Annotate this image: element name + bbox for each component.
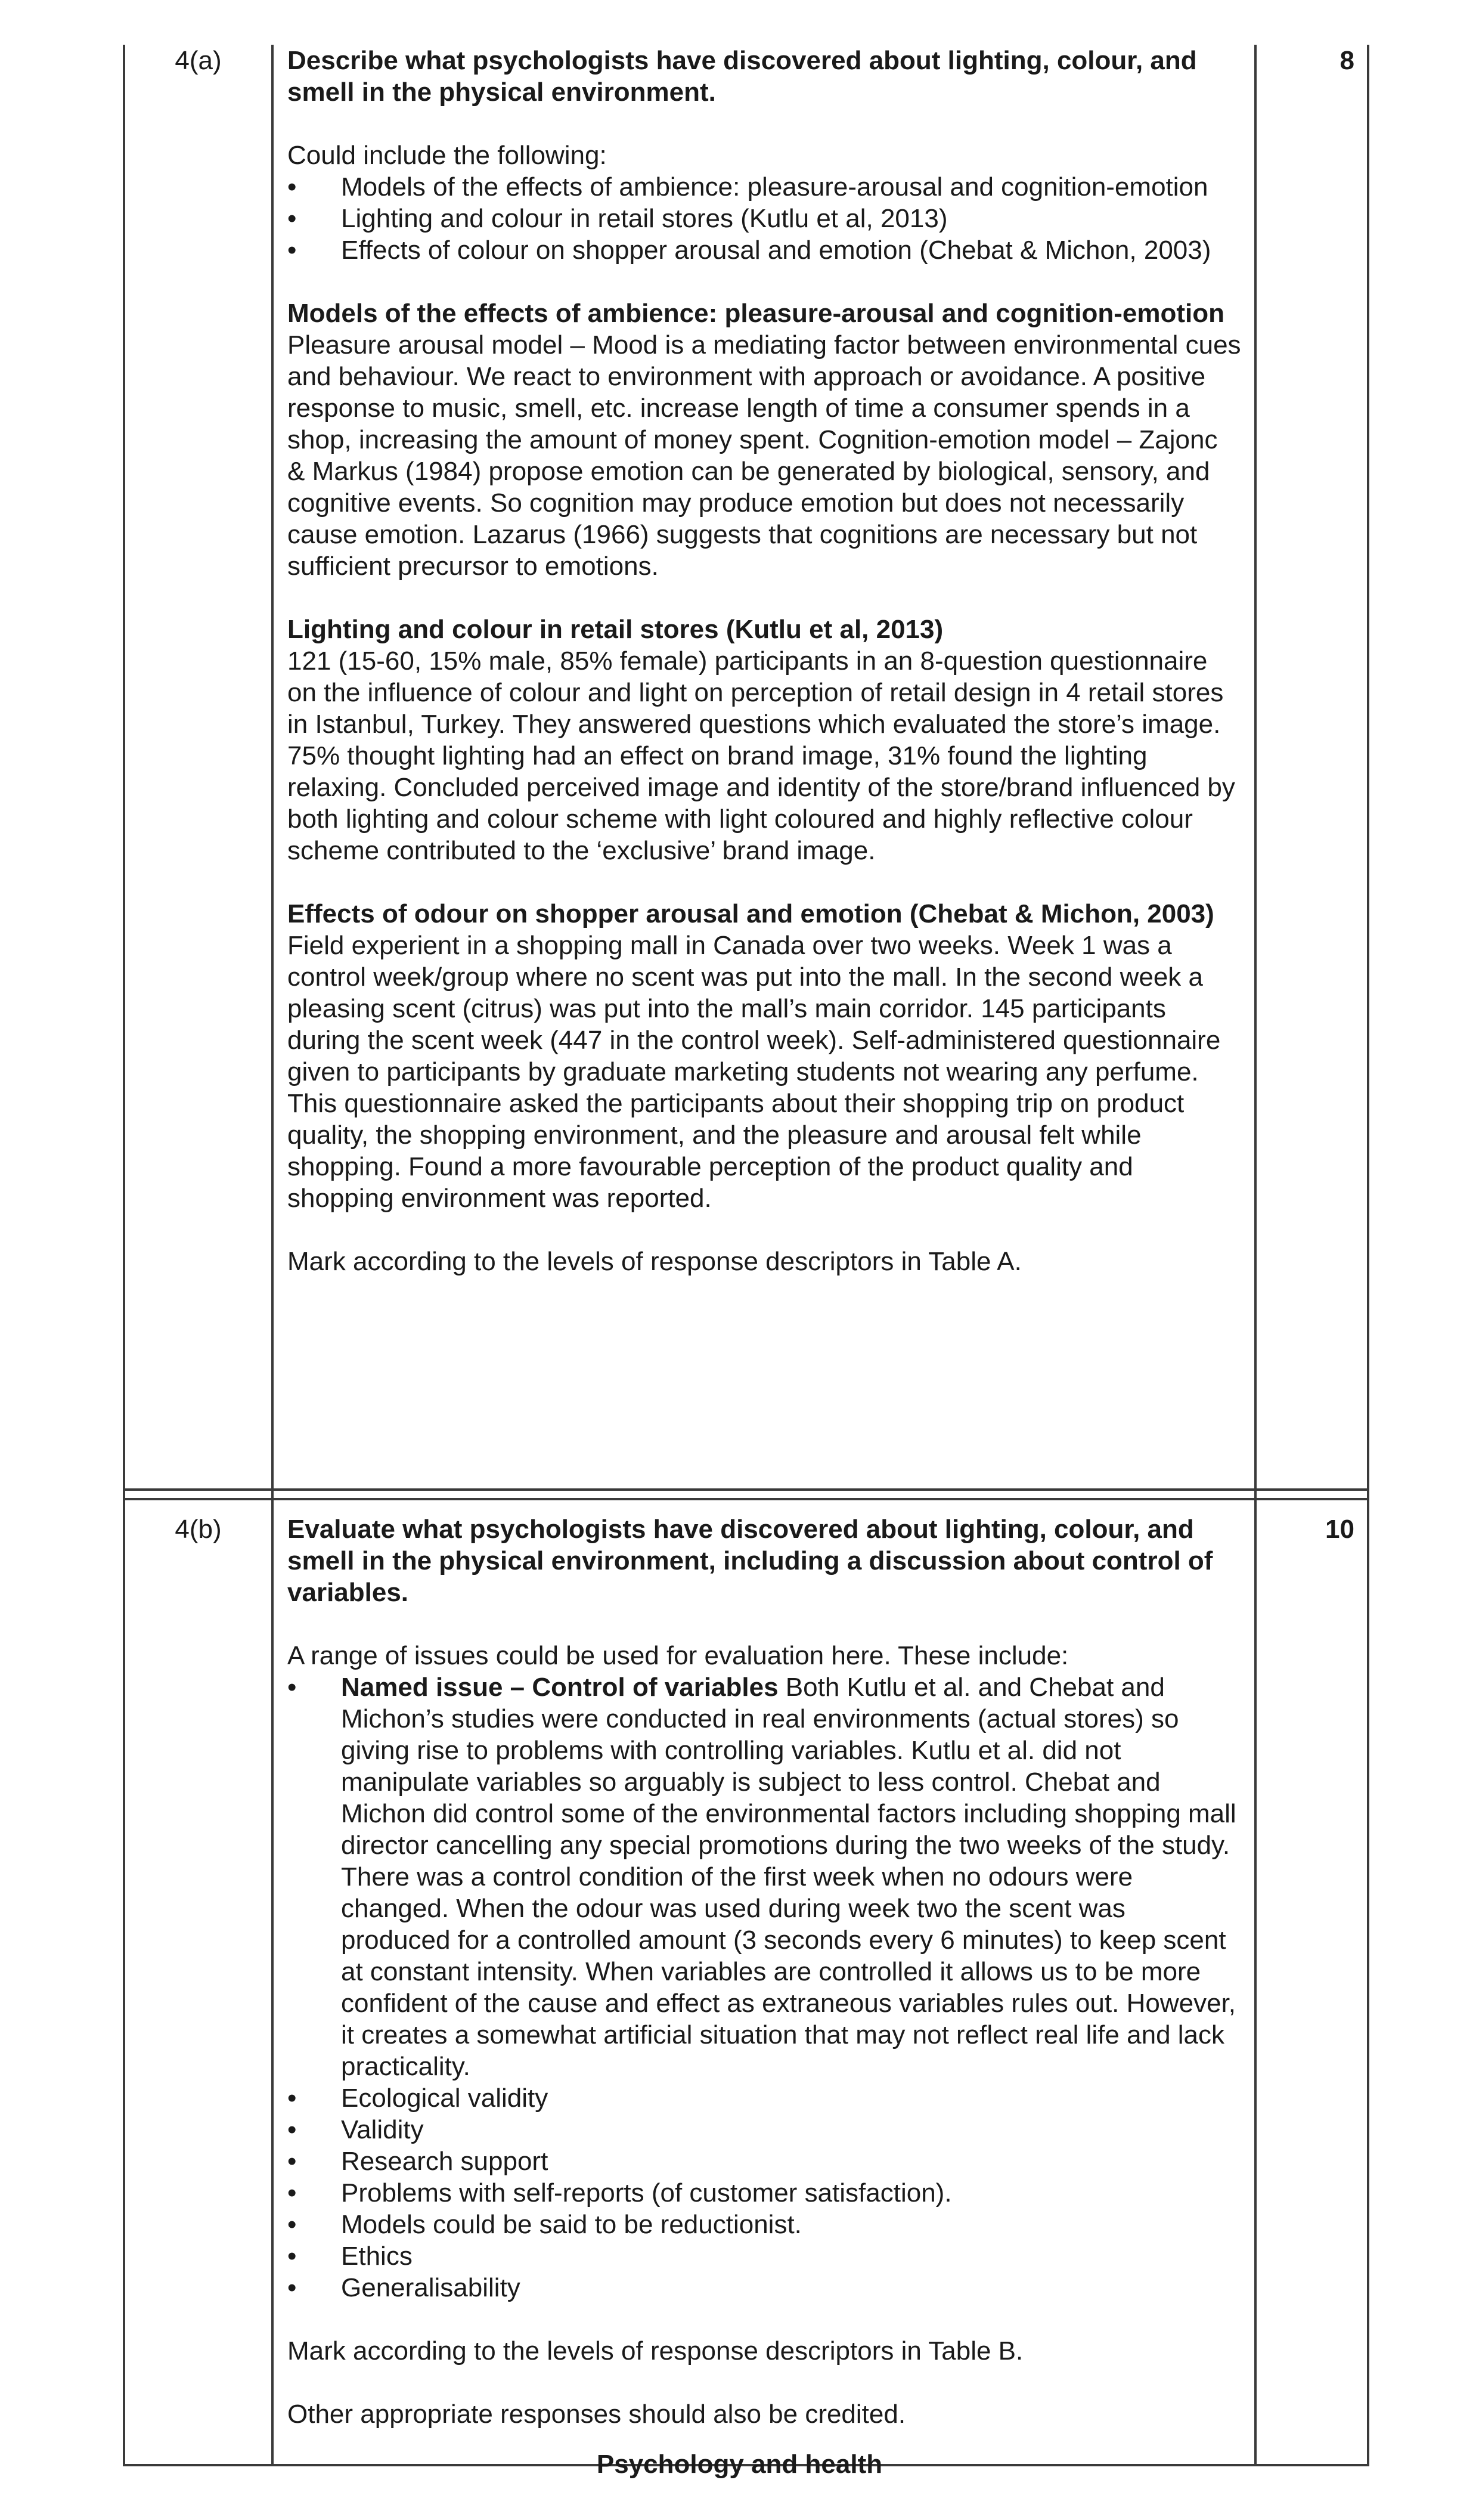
list-item-text: Lighting and colour in retail stores (Kutlu et al, 2013) bbox=[341, 204, 948, 233]
list-item bbox=[287, 2082, 1241, 2114]
bullet-icon: • bbox=[287, 2084, 297, 2113]
question-number-4a: 4(a) bbox=[175, 46, 222, 75]
list-item bbox=[287, 1671, 1241, 2082]
section-footer-title: Psychology and health bbox=[596, 2450, 883, 2479]
list-item-text: Ecological validity bbox=[341, 2084, 548, 2113]
section-heading-kutlu: Lighting and colour in retail stores (Kutlu et al, 2013) bbox=[287, 615, 944, 644]
table-column-divider-2 bbox=[1254, 45, 1257, 2466]
spacer bbox=[287, 866, 1241, 898]
spacer bbox=[287, 2367, 1241, 2398]
table-right-border bbox=[1367, 45, 1369, 2466]
table-column-divider-1 bbox=[271, 45, 274, 2466]
bullet-icon: • bbox=[287, 172, 297, 202]
question-4a-intro: Could include the following: bbox=[287, 141, 607, 170]
mark-note-table-b: Mark according to the levels of response descriptors in Table B. bbox=[287, 2336, 1024, 2366]
list-item bbox=[287, 234, 1241, 266]
section-body-kutlu: 121 (15-60, 15% male, 85% female) participants in an 8-question questionnaire on the influence of colour and light on perception of retail design in 4 retail stores in Istanbul, Turkey. They answered questions which evaluated the store’s image. 75% thought lighting had an effect on brand image, 31% found the lighting relaxing. Concluded perceived image and identity of the store/brand influenced by both lighting and colour scheme with light coloured and highly reflective colour scheme contributed to the ‘exclusive’ brand image. bbox=[287, 646, 1235, 865]
list-item bbox=[287, 2114, 1241, 2146]
question-4a-marks: 8 bbox=[1340, 46, 1354, 75]
question-4b-marks: 10 bbox=[1325, 1515, 1354, 1544]
list-item-text: Validity bbox=[341, 2115, 424, 2144]
spacer bbox=[287, 1608, 1241, 1640]
question-4b-title: Evaluate what psychologists have discovered about lighting, colour, and smell in the physical environment, including a discussion about control of variables. bbox=[287, 1515, 1213, 1607]
table-left-border bbox=[123, 45, 125, 2466]
list-item-text: Ethics bbox=[341, 2242, 413, 2271]
question-4a-bullet-list bbox=[287, 171, 1241, 266]
question-4b-bullet-list bbox=[287, 1671, 1241, 2304]
bullet-icon: • bbox=[287, 204, 297, 233]
list-item bbox=[287, 171, 1241, 203]
bullet-icon: • bbox=[287, 2242, 297, 2271]
named-issue-label: Named issue – Control of variables bbox=[341, 1673, 779, 1702]
question-4a-content bbox=[287, 45, 1241, 1277]
bullet-icon: • bbox=[287, 2147, 297, 2176]
list-item bbox=[287, 2240, 1241, 2272]
bullet-icon: • bbox=[287, 236, 297, 265]
list-item bbox=[287, 2146, 1241, 2177]
question-4b-content bbox=[287, 1513, 1241, 2430]
spacer bbox=[287, 266, 1241, 298]
list-item-text: Research support bbox=[341, 2147, 548, 2176]
list-item-text: Models could be said to be reductionist. bbox=[341, 2210, 802, 2239]
list-item bbox=[287, 2272, 1241, 2304]
list-item-text: Effects of colour on shopper arousal and emotion (Chebat & Michon, 2003) bbox=[341, 236, 1211, 265]
list-item-text: Models of the effects of ambience: pleasure-arousal and cognition-emotion bbox=[341, 172, 1208, 202]
list-item bbox=[287, 2209, 1241, 2240]
section-body-chebat-michon: Field experient in a shopping mall in Canada over two weeks. Week 1 was a control week/group where no scent was put into the mall. In the second week a pleasing scent (citrus) was put into the mall’s main corridor. 145 participants during the scent week (447 in the control week). Self-administered questionnaire given to participants by graduate marketing students not wearing any perfume. This questionnaire asked the participants about their shopping trip on product quality, the shopping environment, and the pleasure and arousal felt while shopping. Found a more favourable perception of the product quality and shopping environment was reported. bbox=[287, 931, 1221, 1213]
bullet-icon: • bbox=[287, 1673, 297, 1702]
spacer bbox=[287, 2304, 1241, 2335]
section-body-ambience-models: Pleasure arousal model – Mood is a mediating factor between environmental cues and behaviour. We react to environment with approach or avoidance. A positive response to music, smell, etc. increase length of time a consumer spends in a shop, increasing the amount of money spent. Cognition-emotion model – Zajonc & Markus (1984) propose emotion can be generated by biological, sensory, and cognitive events. So cognition may produce emotion but does not necessarily cause emotion. Lazarus (1966) suggests that cognitions are necessary but not sufficient precursor to emotions. bbox=[287, 330, 1241, 581]
list-item-text: Generalisability bbox=[341, 2273, 520, 2302]
bullet-icon: • bbox=[287, 2210, 297, 2239]
question-4a-title: Describe what psychologists have discovered about lighting, colour, and smell in the physical environment. bbox=[287, 46, 1197, 107]
bullet-icon: • bbox=[287, 2178, 297, 2208]
spacer bbox=[287, 582, 1241, 614]
list-item-text: Problems with self-reports (of customer satisfaction). bbox=[341, 2178, 952, 2208]
bullet-icon: • bbox=[287, 2115, 297, 2144]
list-item bbox=[287, 2177, 1241, 2209]
other-responses-note: Other appropriate responses should also be credited. bbox=[287, 2400, 906, 2429]
mark-note-table-a: Mark according to the levels of response descriptors in Table A. bbox=[287, 1247, 1022, 1276]
named-issue-text: Both Kutlu et al. and Chebat and Michon’s studies were conducted in real environments (actual stores) so giving rise to problems with controlling variables. Kutlu et al. did not manipulate variables so arguably is subject to less control. Chebat and Michon did control some of the environmental factors including shopping mall director cancelling any special promotions during the two weeks of the study. There was a control condition of the first week when no odours were changed. When the odour was used during week two the scent was produced for a controlled amount (3 seconds every 6 minutes) to keep scent at constant intensity. When variables are controlled it allows us to be more confident of the cause and effect as extraneous variables rules out. However, it creates a somewhat artificial situation that may not reflect real life and lack practicality. bbox=[341, 1673, 1236, 2081]
question-number-4b: 4(b) bbox=[175, 1515, 222, 1544]
list-item bbox=[287, 203, 1241, 234]
spacer bbox=[287, 108, 1241, 140]
section-heading-ambience-models: Models of the effects of ambience: pleasure-arousal and cognition-emotion bbox=[287, 299, 1224, 328]
bullet-icon: • bbox=[287, 2273, 297, 2302]
row-separator-top bbox=[123, 1488, 1369, 1491]
spacer bbox=[287, 1214, 1241, 1246]
row-separator-bottom bbox=[123, 1498, 1369, 1500]
section-heading-chebat-michon: Effects of odour on shopper arousal and emotion (Chebat & Michon, 2003) bbox=[287, 899, 1214, 928]
question-4b-intro: A range of issues could be used for evaluation here. These include: bbox=[287, 1641, 1069, 1670]
